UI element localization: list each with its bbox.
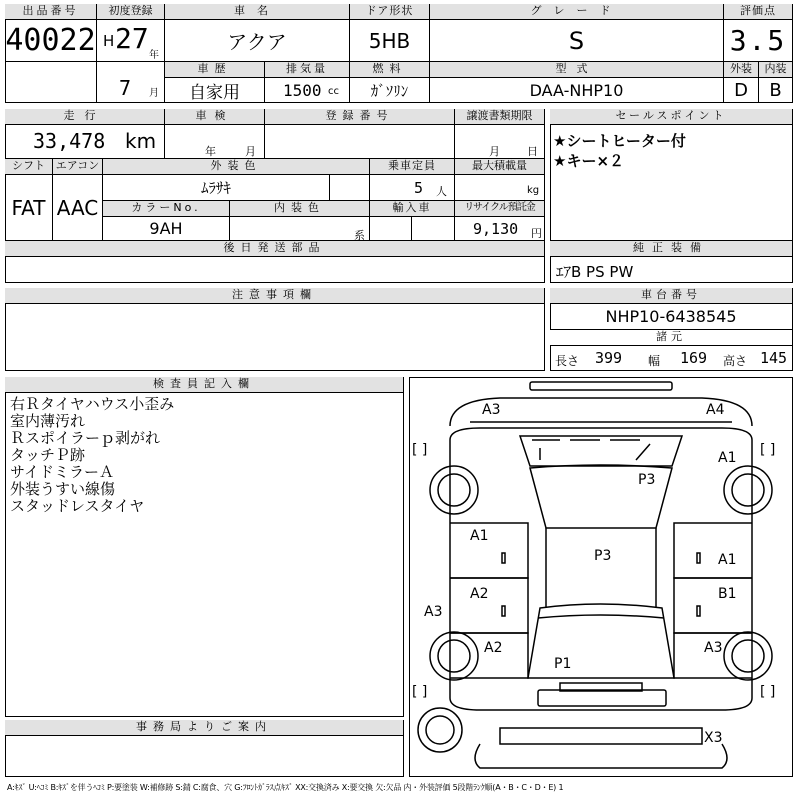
bracket-right-bottom: [ ]	[760, 684, 776, 700]
ac-label: エアコン	[53, 159, 103, 175]
first-reg-year-cell	[97, 20, 165, 62]
int-color-label: 内装色	[230, 201, 370, 217]
year-unit: 年	[149, 50, 159, 61]
recycle: 9,130	[473, 220, 519, 238]
damage-a1-right-front: A1	[718, 450, 737, 466]
chassis-label: 車台番号	[550, 288, 793, 304]
import-cell-b	[412, 217, 455, 241]
dims-row	[550, 346, 793, 371]
length: 399	[595, 349, 623, 367]
inspector-label: 検査員記入欄	[5, 377, 404, 393]
inspection-month-unit: 月	[245, 145, 256, 158]
damage-a2-left-rear: A2	[484, 640, 503, 656]
car-diagram	[409, 377, 793, 777]
model: DAA-NHP10	[430, 78, 724, 103]
damage-a1-right-door: A1	[718, 552, 737, 568]
capacity-cell	[370, 175, 455, 201]
mileage-label: 走行	[5, 109, 165, 125]
recycle-unit: 円	[531, 227, 542, 240]
bracket-left-bottom: [ ]	[412, 684, 428, 700]
era: H	[103, 32, 115, 50]
int-color-unit: 系	[354, 229, 365, 241]
month-unit: 月	[149, 88, 159, 99]
bracket-right-top: [ ]	[760, 442, 776, 458]
caution-label: 注意事項欄	[5, 288, 545, 304]
color-no: 9AH	[103, 217, 230, 241]
damage-x3-bottom: X3	[704, 730, 723, 746]
equipment: ｴｱB PS PW	[556, 263, 634, 281]
legend: A:ｷｽﾞ U:ﾍｺﾐ B:ｷｽﾞを伴うﾍｺﾐ P:要塗装 W:補修跡 S:錆 C:腐食、穴 G:ﾌﾛﾝﾄｶﾞﾗｽ点ｷｽﾞ XX:交換済み X:要交換 欠:欠品 内・外装評価 5段階ﾗﾝｸ順(A・B・C・D・E) 1	[7, 783, 564, 792]
car-name: アクア	[165, 20, 350, 62]
ac: AAC	[53, 175, 103, 241]
recycle-label: リサイクル預託金	[455, 201, 545, 217]
note-line: タッチＰ跡	[10, 446, 86, 464]
score-label: 評価点	[724, 4, 793, 20]
load-unit: kg	[527, 185, 540, 196]
transfer-cell	[455, 125, 545, 159]
interior-label: 内装	[759, 62, 793, 78]
lot-no: 40022	[5, 20, 97, 62]
first-reg-year: 27	[115, 22, 149, 55]
car-name-label: 車名	[165, 4, 350, 20]
mileage: 33,478	[33, 129, 106, 153]
shift: FAT	[5, 175, 53, 241]
note-line: 外装うすい線傷	[10, 480, 116, 498]
capacity-label: 乗車定員	[370, 159, 455, 175]
equipment-label: 純正装備	[550, 241, 793, 257]
sales-label: セールスポイント	[550, 109, 793, 125]
ext-color-label: 外装色	[103, 159, 370, 175]
ext-color-code	[330, 175, 370, 201]
transfer-day-unit: 日	[527, 145, 538, 158]
fuel-label: 燃料	[350, 62, 430, 78]
import-cell-a	[370, 217, 412, 241]
damage-a1-left-door: A1	[470, 528, 489, 544]
displacement: 1500	[283, 81, 322, 100]
damage-b1-right-rear-door: B1	[718, 586, 737, 602]
note-line: Ｒスポイラーｐ剥がれ	[10, 429, 161, 447]
note-line: スタッドレスタイヤ	[10, 497, 145, 515]
lot-no-label: 出品番号	[5, 4, 97, 20]
chassis-number: NHP10-6438545	[550, 304, 793, 330]
displacement-unit: cc	[328, 86, 339, 97]
grade-label: グレード	[430, 4, 724, 20]
later-parts-value	[5, 257, 545, 283]
registration-label: 登録番号	[265, 109, 455, 125]
inspection-label: 車検	[165, 109, 265, 125]
length-label: 長さ	[555, 354, 580, 368]
inspection-year-unit: 年	[205, 145, 216, 158]
note-line: 室内薄汚れ	[10, 412, 86, 430]
lot-no-blank	[5, 62, 97, 103]
note-line: サイドミラーＡ	[10, 463, 114, 481]
damage-p3-roof: P3	[594, 548, 612, 564]
width: 169	[680, 349, 708, 367]
width-label: 幅	[648, 354, 661, 368]
bracket-left-top: [ ]	[412, 442, 428, 458]
registration-value	[265, 125, 455, 159]
interior-grade: B	[759, 78, 793, 103]
grade: S	[430, 20, 724, 62]
inspector-notes	[10, 396, 174, 515]
int-color-cell	[230, 217, 370, 241]
office-label: 事務局よりご案内	[5, 720, 404, 736]
sales-point-2: ★キー×２	[553, 152, 625, 170]
car-outline	[410, 378, 792, 776]
door-type: 5HB	[350, 20, 430, 62]
damage-p3-hood: P3	[638, 472, 656, 488]
exterior-label: 外装	[724, 62, 759, 78]
first-reg-month-cell	[97, 62, 165, 103]
inspection-cell	[165, 125, 265, 159]
mileage-unit: km	[125, 129, 157, 153]
damage-a3-left-side: A3	[424, 604, 443, 620]
note-line: 右Ｒタイヤハウス小歪み	[10, 395, 175, 413]
transfer-month-unit: 月	[489, 145, 500, 158]
damage-p1-rear: P1	[554, 656, 572, 672]
capacity-unit: 人	[436, 185, 447, 198]
sales-block	[550, 109, 793, 241]
first-reg-month: 7	[119, 76, 132, 100]
displacement-label: 排気量	[265, 62, 350, 78]
history-label: 車歴	[165, 62, 265, 78]
shift-label: シフト	[5, 159, 53, 175]
load-label: 最大積載量	[455, 159, 545, 175]
first-reg-label: 初度登録	[97, 4, 165, 20]
history: 自家用	[165, 78, 265, 103]
score: 3.5	[724, 20, 793, 62]
door-label: ドア形状	[350, 4, 430, 20]
height: 145	[760, 349, 788, 367]
dims-label: 諸元	[550, 330, 793, 346]
height-label: 高さ	[723, 354, 748, 368]
recycle-cell	[455, 217, 545, 241]
displacement-cell	[265, 78, 350, 103]
later-parts-label: 後日発送部品	[5, 241, 545, 257]
damage-a3-top-left: A3	[482, 402, 501, 418]
fuel: ｶﾞｿﾘﾝ	[350, 78, 430, 103]
damage-a4-top-right: A4	[706, 402, 725, 418]
sales-point-1: ★シートヒーター付	[553, 132, 686, 150]
color-no-label: カラーNo.	[103, 201, 230, 217]
damage-a2-left-rear-door: A2	[470, 586, 489, 602]
ext-color: ﾑﾗｻｷ	[103, 175, 330, 201]
transfer-label: 譲渡書類期限	[455, 109, 545, 125]
model-label: 型式	[430, 62, 724, 78]
load-cell	[455, 175, 545, 201]
import-label: 輸入車	[370, 201, 455, 217]
exterior-grade: D	[724, 78, 759, 103]
capacity: 5	[414, 179, 424, 197]
damage-a3-right-rear: A3	[704, 640, 723, 656]
mileage-cell	[5, 125, 165, 159]
